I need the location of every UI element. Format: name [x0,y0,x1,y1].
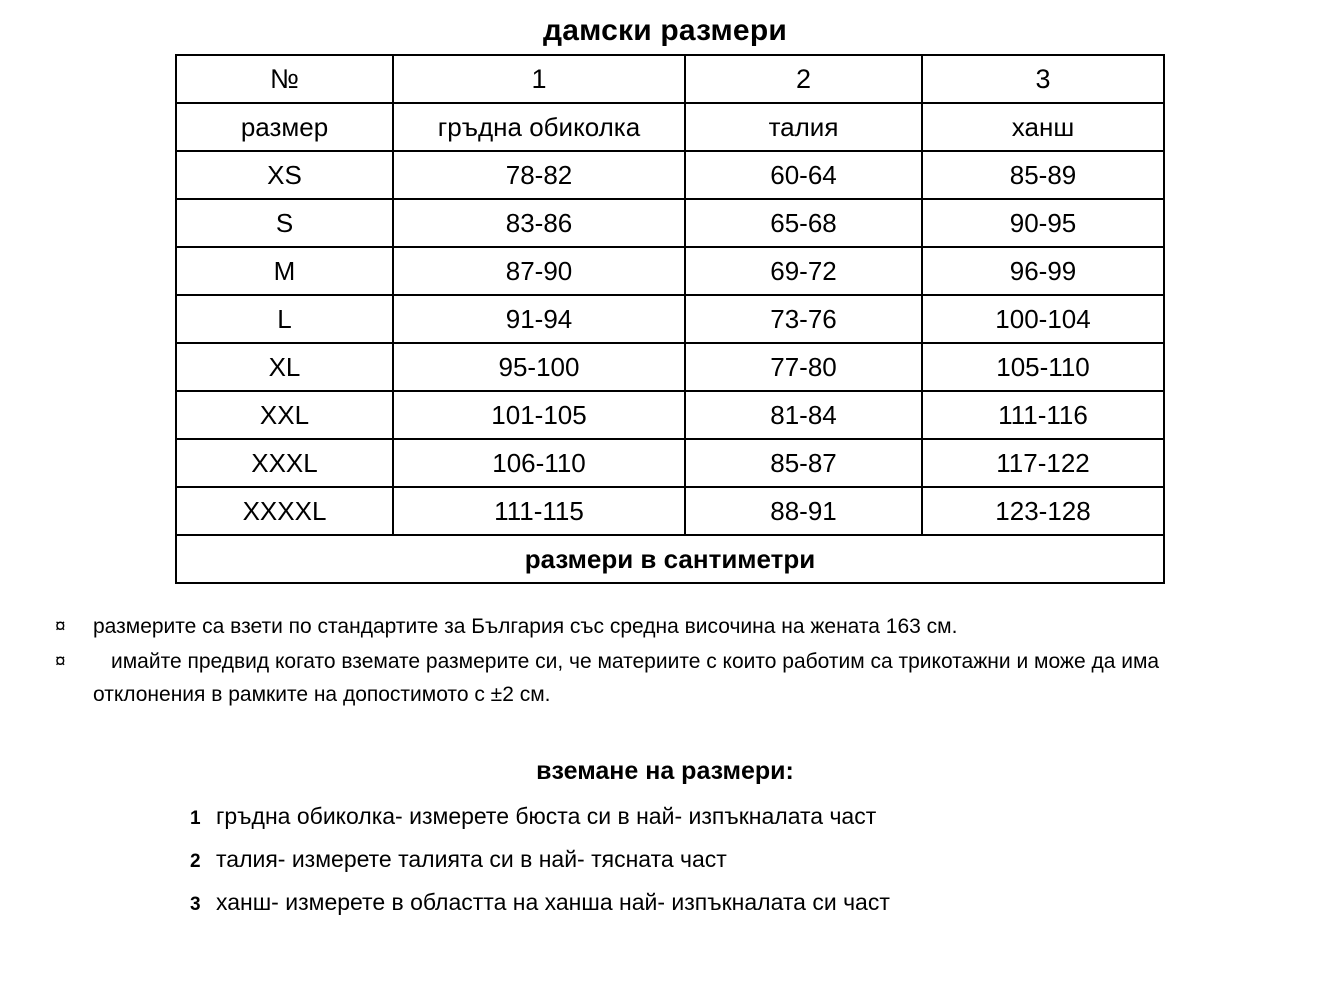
cell-size: XS [176,151,393,199]
cell-hips: 100-104 [922,295,1164,343]
cell-size: XXXXL [176,487,393,535]
table-header-labels [176,103,1164,151]
cell-bust: 95-100 [393,343,685,391]
cell-waist: 77-80 [685,343,922,391]
header-label-bust: гръдна обиколка [393,103,685,151]
table-row [176,487,1164,535]
table-row [176,295,1164,343]
cell-size: M [176,247,393,295]
note-text: имайте предвид когато вземате размерите си, че материите с които работим са трикотажни и може да има отклонения в рамките на допостимото с ±2 см. [93,650,1160,706]
cell-size: S [176,199,393,247]
size-table-container [175,54,1155,584]
measure-item-number: 2 [190,851,201,872]
header-cell-column-1: 1 [393,55,685,103]
list-item [190,839,1150,882]
cell-size: XXXL [176,439,393,487]
measure-item-number: 1 [190,808,201,829]
page-title: дамски размери [543,14,787,47]
table-header-numbers [176,55,1164,103]
notes-section [0,610,1330,711]
cell-waist: 88-91 [685,487,922,535]
cell-waist: 69-72 [685,247,922,295]
cell-size: XL [176,343,393,391]
measure-item-text: гръдна обиколка- измерете бюста си в най- изпъкналата част [216,803,877,829]
cell-waist: 81-84 [685,391,922,439]
size-table [175,54,1165,584]
table-row [176,391,1164,439]
header-cell-column-2: 2 [685,55,922,103]
table-footer-note: размери в сантиметри [176,535,1164,583]
cell-bust: 91-94 [393,295,685,343]
table-row [176,199,1164,247]
list-item [190,882,1150,925]
cell-size: XXL [176,391,393,439]
header-label-size: размер [176,103,393,151]
note-item [55,610,1270,643]
cell-hips: 96-99 [922,247,1164,295]
cell-waist: 85-87 [685,439,922,487]
note-bullet-icon: ¤ [55,651,66,672]
table-row [176,439,1164,487]
cell-waist: 65-68 [685,199,922,247]
cell-waist: 60-64 [685,151,922,199]
cell-size: L [176,295,393,343]
measure-item-text: талия- измерете талията си в най- тясната част [216,846,727,872]
cell-hips: 85-89 [922,151,1164,199]
cell-hips: 117-122 [922,439,1164,487]
measure-section-title: вземане на размери: [536,757,794,785]
cell-bust: 78-82 [393,151,685,199]
cell-bust: 87-90 [393,247,685,295]
cell-hips: 105-110 [922,343,1164,391]
cell-bust: 106-110 [393,439,685,487]
cell-hips: 111-116 [922,391,1164,439]
cell-waist: 73-76 [685,295,922,343]
cell-hips: 90-95 [922,199,1164,247]
measure-item-text: ханш- измерете в областта на ханша най- изпъкналата си част [216,889,890,915]
measure-item-number: 3 [190,894,201,915]
note-item [55,645,1270,711]
measure-instructions [180,796,1150,925]
table-row [176,247,1164,295]
header-cell-number-symbol: № [176,55,393,103]
note-text: размерите са взети по стандартите за България със средна височина на жената 163 см. [93,615,958,638]
table-row [176,343,1164,391]
header-label-hips: ханш [922,103,1164,151]
note-bullet-icon: ¤ [55,616,66,637]
cell-bust: 83-86 [393,199,685,247]
header-label-waist: талия [685,103,922,151]
table-footer-row [176,535,1164,583]
cell-bust: 111-115 [393,487,685,535]
table-row [176,151,1164,199]
list-item [190,796,1150,839]
header-cell-column-3: 3 [922,55,1164,103]
cell-bust: 101-105 [393,391,685,439]
cell-hips: 123-128 [922,487,1164,535]
